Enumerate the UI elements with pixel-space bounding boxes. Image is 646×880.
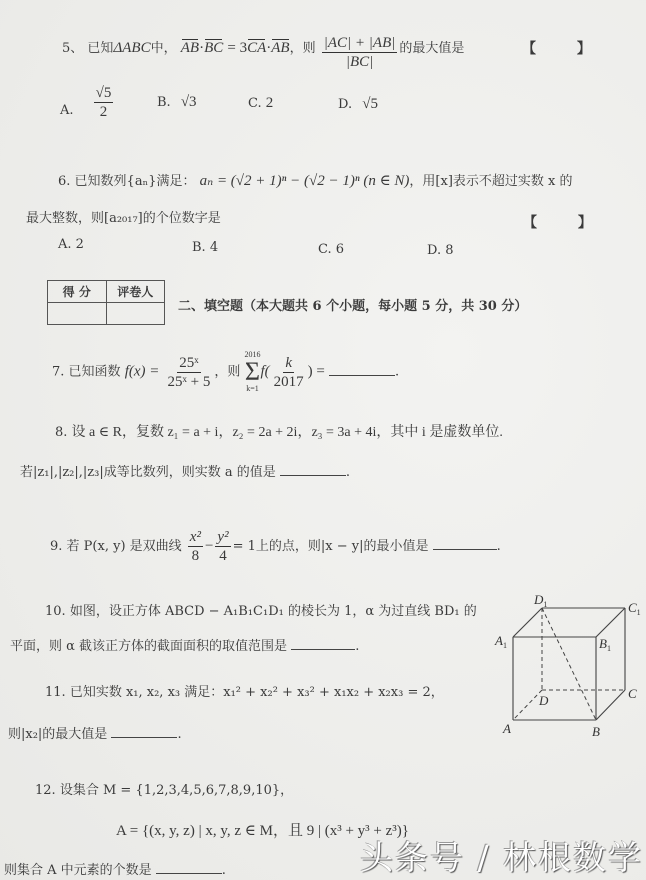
q7-function: f(x) = [124,363,160,380]
q5-mid: 中， [150,41,177,56]
q6-answer-bracket[interactable]: 【 】 [523,215,610,231]
fraction-numerator: |AC| + |AB| [323,35,396,51]
q6-option-b[interactable] [192,240,218,255]
question-10-line-1 [45,603,477,621]
period: . [221,863,226,878]
period: . [345,465,351,480]
section-2-title: 二、填空题（本大题共 6 个小题，每小题 5 分，共 30 分） [178,299,528,314]
label-b: B [592,724,600,739]
option-value: 8 [445,243,454,258]
label-a1: $A_1$ [495,633,507,650]
fraction-numerator: 25ˣ [179,354,199,371]
q6-option-d[interactable] [427,243,454,258]
x-squared-over-8 [188,528,203,565]
q12-line3: 则集合 A 中元素的个数是 [4,863,152,878]
fraction-numerator: y² [217,529,229,545]
q7-prefix: 已知函数 [68,364,121,380]
q7-fraction [166,354,213,391]
question-11-line-1 [45,684,444,702]
vector-ca: CA [247,40,267,56]
period: . [496,539,501,554]
option-value: $\frac{√5}{2}$ [95,85,112,120]
q9-number: 9. [50,539,63,554]
q12-line1: 设集合 M = {1,2,3,4,5,6,7,8,9,10}， [59,783,294,798]
fraction-denominator: 4 [219,548,227,564]
summation: 2016 Σ k=1 [244,350,261,393]
q6-option-c[interactable] [318,242,344,257]
option-label: C. [248,96,262,111]
option-label: B. [157,95,171,110]
vector-bc: BC [204,40,224,56]
question-9 [50,528,501,565]
period: . [177,727,182,742]
label-b1: $B_1$ [599,636,611,653]
q5-then: ，则 [289,41,316,56]
k-fraction [272,354,306,391]
option-value: 2 [75,237,84,252]
option-value: 4 [209,240,219,255]
option-label: D. [427,243,442,258]
q8-line1: 设 a ∈ R，复数 z₁ = a + i，z₂ = 2a + 2i，z₃ = 3a + 4i，其中 i 是虚数单位. [71,425,503,440]
q7-number: 7. [52,364,65,380]
option-label: A. [58,237,72,252]
q10-answer-blank[interactable] [291,636,355,650]
dot-operator: · [199,40,205,56]
q6-text: 已知数列{aₙ}满足： [74,174,196,189]
q7-answer-blank[interactable] [329,362,395,376]
q5-option-c[interactable] [248,95,273,112]
q12-answer-blank[interactable] [156,860,222,874]
q5-option-b[interactable] [157,94,197,111]
equals-3: = 3 [227,40,248,56]
q10-number: 10. [45,604,66,619]
grader-header: 评卷人 [106,281,165,303]
option-value: 6 [335,242,345,257]
q5-number: 5、 [62,41,84,56]
question-7 [52,350,399,394]
q9-suffix: = 1上的点，则|x − y|的最小值是 [232,539,429,554]
q5-prefix: 已知 [87,41,114,56]
q6-number: 6. [58,174,71,189]
sum-expression: f( [260,363,270,380]
fraction-numerator: k [285,354,292,371]
option-label: B. [192,240,206,255]
y-squared-over-4 [215,528,230,565]
option-value: √5 [362,96,378,112]
label-c: C [628,686,637,701]
cube-diagram [490,590,646,750]
label-d: D [539,693,549,708]
q5-suffix: 的最大值是 [399,41,465,56]
fraction-denominator: 25ˣ + 5 [167,373,211,390]
q5-fraction [322,34,398,71]
question-8-line-1 [55,424,503,442]
period: . [355,639,360,654]
watermark: 头条号 / 林根数学 [360,838,644,877]
q6-formula: aₙ = (√2 + 1)ⁿ − (√2 − 1)ⁿ (n ∈ N) [199,173,410,189]
question-5 [62,30,465,70]
q5-triangle: ΔABC [113,40,151,56]
period: . [395,364,400,380]
q10-line2: 平面，则 α 截该正方体的截面面积的取值范围是 [10,639,288,654]
question-12-line-1 [35,782,293,800]
grader-cell[interactable] [106,303,165,325]
vector-ab-2: AB [271,40,290,56]
option-value: √3 [180,94,197,110]
fraction-denominator: 2017 [273,373,304,390]
question-6-line-1 [58,172,573,191]
score-header: 得 分 [48,281,107,303]
option-label: D. [338,97,353,112]
q6-suffix: ，用[x]表示不超过实数 x 的 [409,174,573,189]
q8-number: 8. [55,425,68,440]
q7-then: ，则 [214,364,241,380]
label-d1: $D_1$ [534,592,548,609]
score-table [47,280,165,325]
q10-line1: 如图，设正方体 ABCD − A₁B₁C₁D₁ 的棱长为 1，α 为过直线 BD₁ 的 [69,604,477,619]
q5-answer-bracket[interactable]: 【 】 [522,41,609,57]
fraction-numerator: x² [189,529,201,545]
q11-answer-blank[interactable] [111,724,177,738]
q9-prefix: 若 P(x, y) 是双曲线 [66,539,182,554]
q8-answer-blank[interactable] [280,462,346,476]
question-6-line-2 [26,210,221,228]
sum-upper-limit: 2016 [244,350,261,359]
label-c1: $C_1$ [628,600,641,617]
q5-option-a[interactable] [60,85,115,129]
q11-line1: 已知实数 x₁, x₂, x₃ 满足：x₁² + x₂² + x₃² + x₁x₂ + x₂x₃ = 2， [69,685,444,700]
q12-number: 12. [35,783,56,798]
label-a: A [503,721,511,736]
q11-line2: 则|x₂|的最大值是 [8,727,108,742]
q6-line2: 最大整数，则[a₂₀₁₇]的个位数字是 [26,211,221,226]
score-cell[interactable] [48,303,107,325]
dot-operator: · [266,40,272,56]
vector-ab: AB [180,40,200,56]
option-label: C. [318,242,332,257]
q8-line2: 若|z₁|,|z₂|,|z₃|成等比数列，则实数 a 的值是 [20,465,276,480]
minus-sign: − [204,538,214,554]
question-10-line-2 [10,636,359,656]
q6-option-a[interactable] [58,237,84,252]
q5-option-d[interactable] [338,96,378,113]
fraction-denominator: |BC| [345,54,374,70]
q9-answer-blank[interactable] [433,536,497,550]
q12-set-definition: A = {(x, y, z) | x, y, z ∈ M，且 9 | (x³ + y³ + z³)} [116,823,409,839]
q11-number: 11. [45,685,66,700]
question-12-line-3 [4,860,226,880]
option-value: 2 [265,95,274,111]
fraction-denominator: 8 [191,548,200,564]
q7-tail: ) = [307,363,325,380]
option-label: A. [60,103,74,118]
sum-lower-limit: k=1 [246,384,259,393]
question-8-line-2 [20,462,350,482]
question-11-line-2 [8,724,182,744]
